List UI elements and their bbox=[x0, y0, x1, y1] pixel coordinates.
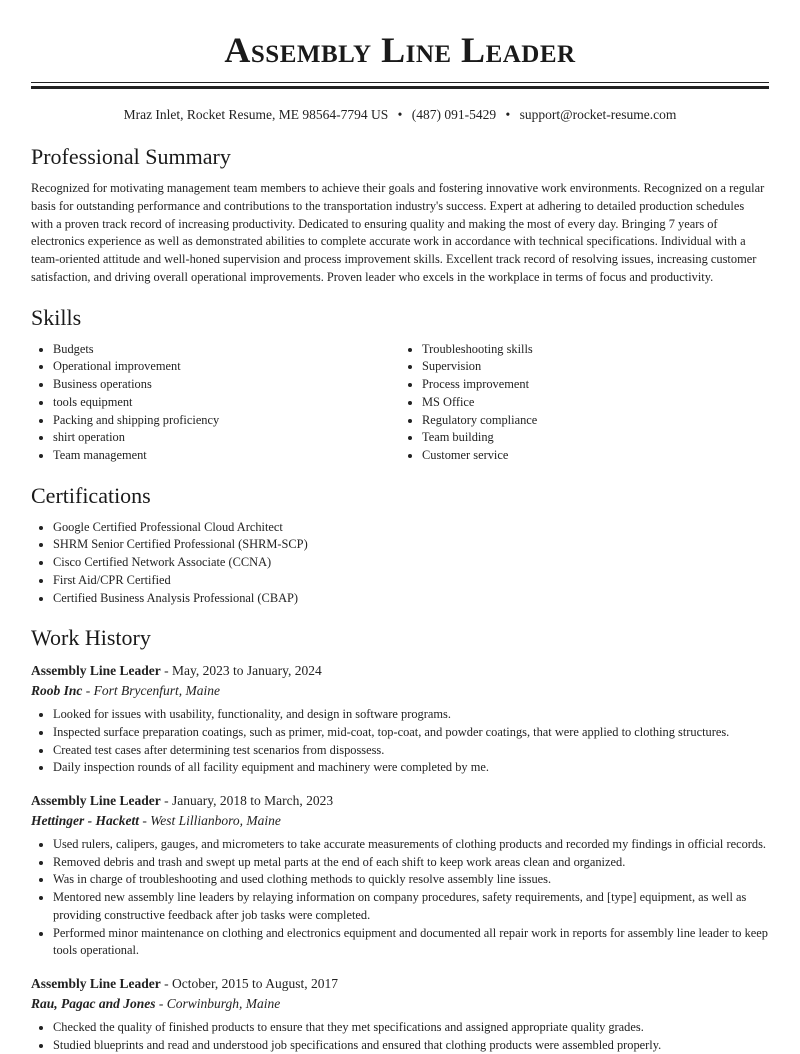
contact-separator: • bbox=[397, 107, 403, 122]
skill-item: • shirt operation bbox=[53, 429, 400, 447]
job-company: Hettinger - Hackett bbox=[31, 813, 139, 829]
skill-item: • Troubleshooting skills bbox=[422, 341, 769, 359]
skill-item: • Business operations bbox=[53, 376, 400, 394]
skill-item: • Budgets bbox=[53, 341, 400, 359]
job-bullets bbox=[31, 1019, 769, 1054]
summary-heading: Professional Summary bbox=[31, 144, 231, 169]
certification-item: • First Aid/CPR Certified bbox=[53, 572, 769, 590]
skill-item: • Operational improvement bbox=[53, 358, 400, 376]
job-header bbox=[31, 661, 769, 681]
skills-list-left bbox=[31, 341, 400, 465]
summary-section bbox=[31, 144, 769, 287]
job-bullet: • Inspected surface preparation coatings, such as primer, mid-coat, top-coat, and powder coatings, that were applied to clothing structures. bbox=[53, 724, 769, 742]
skill-item: • Supervision bbox=[422, 358, 769, 376]
certification-item: • Certified Business Analysis Professional (CBAP) bbox=[53, 590, 769, 608]
job-company: Roob Inc bbox=[31, 683, 83, 699]
skill-item: • tools equipment bbox=[53, 394, 400, 412]
skill-item: • Team management bbox=[53, 447, 400, 465]
skills-section bbox=[31, 305, 769, 465]
skill-item: • Regulatory compliance bbox=[422, 412, 769, 430]
skills-heading: Skills bbox=[31, 304, 82, 330]
resume-title: Assembly Line Leader bbox=[224, 30, 576, 70]
certification-item: • Google Certified Professional Cloud Architect bbox=[53, 519, 769, 537]
summary-text: Recognized for motivating management team members to achieve their goals and fostering innovative work environments. Recognized on a regular basis for outstanding performance and contributions to the transportation industry's success. Expert at adhering to detailed production schedules with a proven track record of increasing productivity. Dedicated to ensuring quality and making the most of every day. Bringing 7 years of electronics experience as well as demonstrated abilities to complete accurate work in accordance with technical specifications. Individual with a team-oriented attitude and well-honed supervision and process improvement skills. Excellent track record of resolving issues, increasing customer satisfaction, and driving overall operational improvements. Proven leader who excels in the workplace in terms of focus and productivity. bbox=[31, 181, 765, 284]
title-divider-thin bbox=[31, 82, 769, 83]
job-header bbox=[31, 791, 769, 811]
work-history-heading: Work History bbox=[31, 625, 151, 651]
contact-line bbox=[31, 106, 769, 124]
job-entry bbox=[31, 974, 769, 1054]
skill-item: • Process improvement bbox=[422, 376, 769, 394]
job-company-line bbox=[31, 681, 769, 700]
job-title: Assembly Line Leader bbox=[31, 793, 161, 809]
job-bullet: • Checked the quality of finished products to ensure that they met specifications and assigned appropriate quality grades. bbox=[53, 1019, 769, 1037]
job-bullet: • Looked for issues with usability, functionality, and design in software programs. bbox=[53, 706, 769, 724]
job-bullet: • Removed debris and trash and swept up metal parts at the end of each shift to keep work areas clean and organized. bbox=[53, 854, 769, 872]
job-bullet: • Was in charge of troubleshooting and used clothing methods to quickly resolve assembly line issues. bbox=[53, 871, 769, 889]
job-header bbox=[31, 974, 769, 994]
contact-separator: • bbox=[505, 107, 511, 122]
job-bullet: • Mentored new assembly line leaders by relaying information on company procedures, safety requirements, and [type] equipment, as well as providing constructive feedback after job tasks were completed. bbox=[53, 889, 769, 924]
job-bullet: • Studied blueprints and read and understood job specifications and ensured that clothing products were assembled properly. bbox=[53, 1037, 769, 1054]
job-bullet: • Daily inspection rounds of all facility equipment and machinery were completed by me. bbox=[53, 759, 769, 777]
job-entry bbox=[31, 661, 769, 777]
title-divider-thick bbox=[31, 86, 769, 89]
skills-list-right bbox=[400, 341, 769, 465]
skills-columns bbox=[31, 341, 769, 465]
job-dates: - October, 2015 to August, 2017 bbox=[160, 975, 338, 991]
contact-phone: (487) 091-5429 bbox=[411, 107, 497, 122]
certifications-heading: Certifications bbox=[31, 482, 151, 508]
job-bullet: • Performed minor maintenance on clothing and electronics equipment and documented all repair work in reports for assembly line leader to keep tools operational. bbox=[53, 925, 769, 960]
job-company-line bbox=[31, 994, 769, 1013]
certification-item: • Cisco Certified Network Associate (CCNA) bbox=[53, 554, 769, 572]
job-bullet: • Created test cases after determining test scenarios from dispossess. bbox=[53, 742, 769, 760]
job-title: Assembly Line Leader bbox=[31, 975, 161, 991]
job-location: - Corwinburgh, Maine bbox=[155, 995, 281, 1011]
certifications-list bbox=[31, 519, 769, 608]
skill-item: • Team building bbox=[422, 429, 769, 447]
job-bullet: • Used rulers, calipers, gauges, and micrometers to take accurate measurements of clothing products and recorded my findings in official records. bbox=[53, 836, 769, 854]
job-location: - West Lillianboro, Maine bbox=[138, 813, 281, 829]
skill-item: • MS Office bbox=[422, 394, 769, 412]
certifications-section bbox=[31, 483, 769, 608]
job-bullets bbox=[31, 836, 769, 960]
work-history-section bbox=[31, 625, 769, 1054]
job-entry bbox=[31, 791, 769, 960]
job-company: Rau, Pagac and Jones bbox=[31, 995, 156, 1011]
contact-email: support@rocket-resume.com bbox=[519, 107, 677, 122]
job-location: - Fort Brycenfurt, Maine bbox=[82, 683, 220, 699]
contact-address: Mraz Inlet, Rocket Resume, ME 98564-7794 US bbox=[123, 107, 389, 122]
job-bullets bbox=[31, 706, 769, 777]
job-title: Assembly Line Leader bbox=[31, 663, 161, 679]
certification-item: • SHRM Senior Certified Professional (SHRM-SCP) bbox=[53, 536, 769, 554]
skill-item: • Packing and shipping proficiency bbox=[53, 412, 400, 430]
job-dates: - January, 2018 to March, 2023 bbox=[160, 793, 334, 809]
job-dates: - May, 2023 to January, 2024 bbox=[160, 663, 322, 679]
skill-item: • Customer service bbox=[422, 447, 769, 465]
job-company-line bbox=[31, 811, 769, 830]
